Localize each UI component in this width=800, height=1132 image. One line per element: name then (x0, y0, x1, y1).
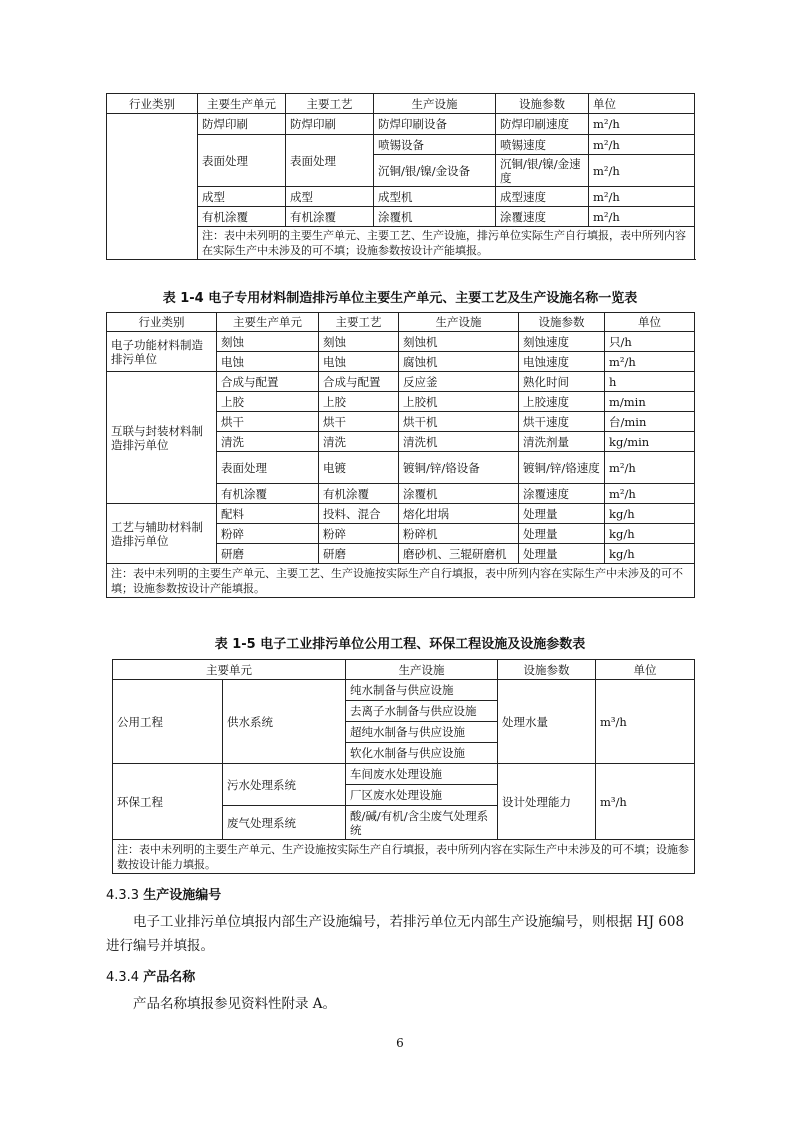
table-cell: 熔化坩埚 (399, 504, 519, 524)
table-cell: 设计处理能力 (498, 764, 596, 840)
section-number: 4.3.4 (106, 970, 140, 985)
table-cell: 废气处理系统 (223, 806, 346, 840)
table-electronic-materials (106, 312, 695, 598)
table-cell: 处理水量 (498, 680, 596, 764)
section-title: 产品名称 (143, 970, 196, 985)
table-cell: kg/min (605, 432, 695, 452)
table-cell: 电蚀速度 (519, 352, 605, 372)
table-cell: 清洗机 (399, 432, 519, 452)
category-cell-empty (107, 114, 198, 260)
table-cell: 车间废水处理设施 (346, 764, 498, 785)
category-cell: 电子功能材料制造排污单位 (107, 332, 217, 372)
table-note: 注：表中未列明的主要生产单元、生产设施按实际生产自行填报，表中所列内容在实际生产中未涉及的可不填；设施参数按设计能力填报。 (113, 840, 695, 874)
table-cell: 涂覆机 (374, 207, 496, 227)
table-cell: 清洗剂量 (519, 432, 605, 452)
table-cell: 有机涂覆 (217, 484, 319, 504)
header-measure: 单位 (589, 94, 695, 114)
table-cell: 上胶 (217, 392, 319, 412)
table-cell: 烘干 (319, 412, 399, 432)
table-cell: m²/h (589, 207, 695, 227)
table-cell: 涂覆机 (399, 484, 519, 504)
engineering-type: 环保工程 (113, 764, 223, 840)
table-cell: 粉碎机 (399, 524, 519, 544)
table-cell: 表面处理 (286, 135, 374, 187)
table-cell: 表面处理 (198, 135, 286, 187)
table-cell: 有机涂覆 (198, 207, 286, 227)
table-cell: 磨砂机、三辊研磨机 (399, 544, 519, 564)
table-cell: 电蚀 (217, 352, 319, 372)
table-cell: m³/h (596, 764, 695, 840)
table-cell: 成型机 (374, 187, 496, 207)
table-note: 注：表中未列明的主要生产单元、主要工艺、生产设施，排污单位实际生产自行填报，表中所列内容在实际生产中未涉及的可不填；设施参数按设计产能填报。 (198, 227, 695, 260)
table-cell: 反应釜 (399, 372, 519, 392)
table-cell: m²/h (605, 484, 695, 504)
engineering-type: 公用工程 (113, 680, 223, 764)
table-cell: m²/h (589, 114, 695, 135)
header-param: 设施参数 (498, 660, 596, 680)
table-cell: 烘干机 (399, 412, 519, 432)
table-cell: 厂区废水处理设施 (346, 785, 498, 806)
header-param: 设施参数 (496, 94, 589, 114)
table-cell: 清洗 (319, 432, 399, 452)
table-public-env-engineering (112, 659, 695, 874)
header-category: 行业类别 (107, 313, 217, 332)
table-cell: 刻蚀 (319, 332, 399, 352)
table-cell: 成型速度 (496, 187, 589, 207)
header-param: 设施参数 (519, 313, 605, 332)
table-cell: kg/h (605, 524, 695, 544)
table-cell: m²/h (605, 452, 695, 484)
table-cell: 防焊印刷速度 (496, 114, 589, 135)
table-cell: 防焊印刷 (198, 114, 286, 135)
table-cell: 软化水制备与供应设施 (346, 743, 498, 764)
table-cell: 电蚀 (319, 352, 399, 372)
table-cell: 镀铜/锌/铬速度 (519, 452, 605, 484)
header-unit: 主要生产单元 (198, 94, 286, 114)
table-cell: 处理量 (519, 524, 605, 544)
table-cell: m/min (605, 392, 695, 412)
table-cell: 上胶 (319, 392, 399, 412)
table-note: 注：表中未列明的主要生产单元、主要工艺、生产设施按实际生产自行填报，表中所列内容在实际生产中未涉及的可不填；设施参数按设计产能填报。 (107, 564, 695, 598)
table-cell: 配料 (217, 504, 319, 524)
table-cell: 腐蚀机 (399, 352, 519, 372)
table-pcb-units (106, 93, 695, 260)
table-cell: 成型 (198, 187, 286, 207)
table-cell: 沉铜/银/镍/金设备 (374, 155, 496, 187)
table-cell: 去离子水制备与供应设施 (346, 701, 498, 722)
table-cell: 污水处理系统 (223, 764, 346, 806)
section-title: 生产设施编号 (143, 888, 222, 903)
table-cell: 刻蚀速度 (519, 332, 605, 352)
section-paragraph: 产品名称填报参见资料性附录 A。 (133, 996, 337, 1012)
table-cell: 清洗 (217, 432, 319, 452)
table-cell: 超纯水制备与供应设施 (346, 722, 498, 743)
header-process: 主要工艺 (319, 313, 399, 332)
section-heading (106, 966, 195, 985)
table-cell: m²/h (589, 187, 695, 207)
table-cell: kg/h (605, 544, 695, 564)
table-cell: 粉碎 (319, 524, 399, 544)
table-cell: m²/h (589, 155, 695, 187)
table-cell: 纯水制备与供应设施 (346, 680, 498, 701)
header-process: 主要工艺 (286, 94, 374, 114)
table-cell: 台/min (605, 412, 695, 432)
table-cell: 电镀 (319, 452, 399, 484)
table-cell: 粉碎 (217, 524, 319, 544)
table-cell: 上胶速度 (519, 392, 605, 412)
table-cell: 有机涂覆 (286, 207, 374, 227)
table-cell: 供水系统 (223, 680, 346, 764)
table-cell: 刻蚀 (217, 332, 319, 352)
header-measure: 单位 (596, 660, 695, 680)
table-caption: 表 1-4 电子专用材料制造排污单位主要生产单元、主要工艺及生产设施名称一览表 (162, 291, 638, 306)
table-cell: 只/h (605, 332, 695, 352)
table-cell: 合成与配置 (217, 372, 319, 392)
table-cell: 合成与配置 (319, 372, 399, 392)
table-cell: 沉铜/银/镍/金速度 (496, 155, 589, 187)
header-category: 行业类别 (107, 94, 198, 114)
table-cell: m²/h (605, 352, 695, 372)
header-facility: 生产设施 (374, 94, 496, 114)
header-main-unit: 主要单元 (113, 660, 346, 680)
table-cell: 涂覆速度 (496, 207, 589, 227)
table-cell: 烘干 (217, 412, 319, 432)
table-cell: 有机涂覆 (319, 484, 399, 504)
table-cell: 喷锡速度 (496, 135, 589, 155)
table-cell: 上胶机 (399, 392, 519, 412)
category-cell: 互联与封装材料制造排污单位 (107, 372, 217, 504)
page-number: 6 (396, 1036, 404, 1050)
table-cell: 刻蚀机 (399, 332, 519, 352)
table-cell: m³/h (596, 680, 695, 764)
table-cell: 防焊印刷 (286, 114, 374, 135)
table-cell: 处理量 (519, 504, 605, 524)
table-cell: 烘干速度 (519, 412, 605, 432)
header-facility: 生产设施 (399, 313, 519, 332)
header-facility: 生产设施 (346, 660, 498, 680)
section-paragraph: 电子工业排污单位填报内部生产设施编号，若排污单位无内部生产设施编号，则根据 HJ 608 进行编号并填报。 (106, 914, 685, 954)
section-heading (106, 884, 221, 903)
table-cell: 镀铜/锌/铬设备 (399, 452, 519, 484)
header-unit: 主要生产单元 (217, 313, 319, 332)
table-cell: 表面处理 (217, 452, 319, 484)
table-cell: 处理量 (519, 544, 605, 564)
table-cell: 研磨 (319, 544, 399, 564)
table-cell: m²/h (589, 135, 695, 155)
table-cell: 成型 (286, 187, 374, 207)
table-cell: 防焊印刷设备 (374, 114, 496, 135)
table-cell: 酸/碱/有机/含尘废气处理系统 (346, 806, 498, 840)
table-cell: kg/h (605, 504, 695, 524)
table-caption: 表 1-5 电子工业排污单位公用工程、环保工程设施及设施参数表 (214, 637, 586, 652)
table-cell: 涂覆速度 (519, 484, 605, 504)
section-number: 4.3.3 (106, 888, 140, 903)
table-cell: 喷锡设备 (374, 135, 496, 155)
table-cell: 研磨 (217, 544, 319, 564)
table-cell: h (605, 372, 695, 392)
table-cell: 熟化时间 (519, 372, 605, 392)
table-cell: 投料、混合 (319, 504, 399, 524)
category-cell: 工艺与辅助材料制造排污单位 (107, 504, 217, 564)
header-measure: 单位 (605, 313, 695, 332)
